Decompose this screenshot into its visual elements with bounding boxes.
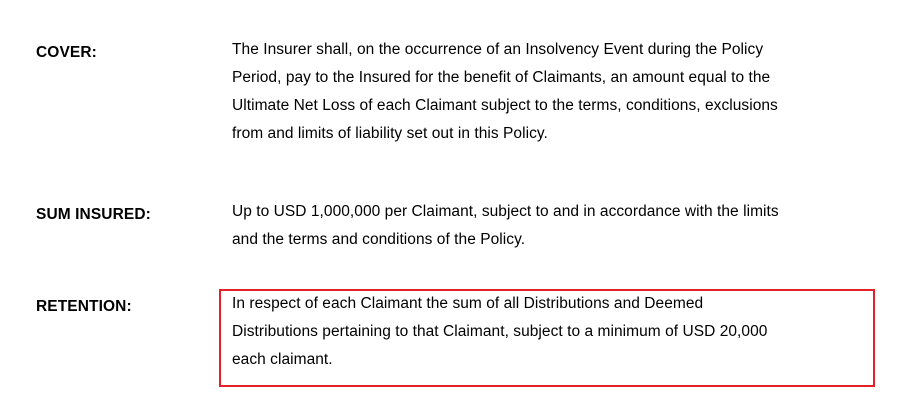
sum-insured-label: SUM INSURED:	[36, 206, 151, 223]
cover-text-line: Period, pay to the Insured for the benefit of Claimants, an amount equal to the	[232, 69, 771, 86]
sum-insured-text	[232, 198, 872, 254]
cover-text	[232, 36, 872, 148]
sum-insured-text-line: Up to USD 1,000,000 per Claimant, subject to and in accordance with the limits	[232, 203, 779, 220]
retention-text	[232, 290, 872, 374]
retention-text-line: Distributions pertaining to that Claimant, subject to a minimum of USD 20,000	[232, 323, 768, 340]
sum-insured-text-line: and the terms and conditions of the Policy.	[232, 231, 526, 248]
cover-label: COVER:	[36, 44, 97, 61]
cover-text-line: Ultimate Net Loss of each Claimant subject to the terms, conditions, exclusions	[232, 97, 778, 114]
retention-text-line: each claimant.	[232, 351, 333, 368]
retention-label: RETENTION:	[36, 298, 132, 315]
cover-text-line: from and limits of liability set out in this Policy.	[232, 125, 548, 142]
cover-text-line: The Insurer shall, on the occurrence of an Insolvency Event during the Policy	[232, 41, 764, 58]
retention-text-line: In respect of each Claimant the sum of all Distributions and Deemed	[232, 295, 704, 312]
